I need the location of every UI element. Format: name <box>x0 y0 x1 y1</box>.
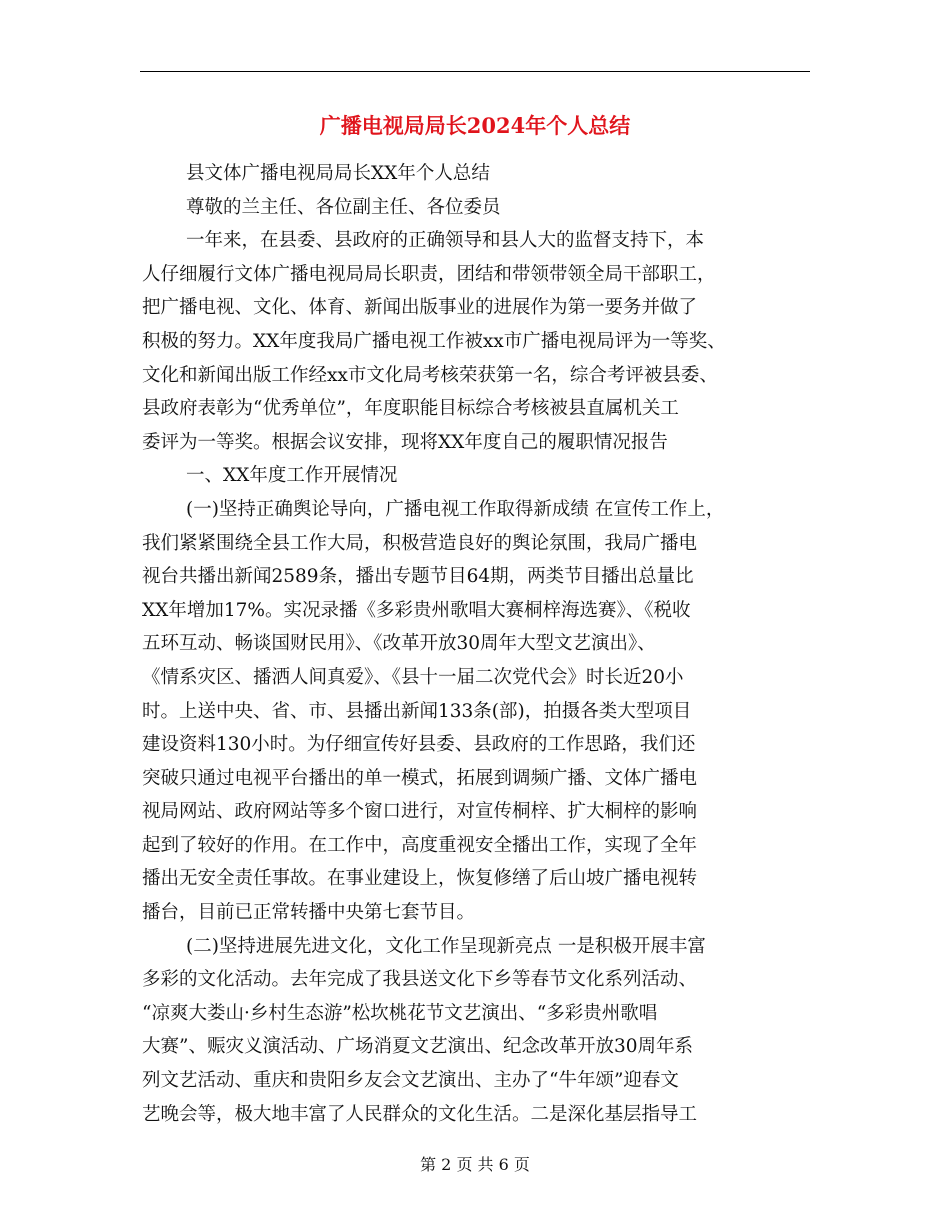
body-line: 五环互动、畅谈国财民用》、《改革开放30周年大型文艺演出》、 <box>142 633 656 655</box>
document-body <box>142 157 822 1131</box>
body-line: 一年来，在县委、县政府的正确领导和县人大的监督支持下，本 <box>186 230 705 252</box>
body-line: 把广播电视、文化、体育、新闻出版事业的进展作为第一要务并做了 <box>142 297 698 319</box>
body-line: 艺晚会等，极大地丰富了人民群众的文化生活。二是深化基层指导工 <box>142 1103 698 1125</box>
body-line: “凉爽大娄山·乡村生态游”松坎桃花节文艺演出、“多彩贵州歌唱 <box>142 1002 658 1024</box>
body-line: 播出无安全责任事故。在事业建设上，恢复修缮了后山坡广播电视转 <box>142 868 698 890</box>
body-line: 县政府表彰为“优秀单位”，年度职能目标综合考核被县直属机关工 <box>142 398 679 420</box>
body-line: 多彩的文化活动。去年完成了我县送文化下乡等春节文化系列活动、 <box>142 969 698 991</box>
body-line: 播台，目前已正常转播中央第七套节目。 <box>142 902 476 924</box>
body-line: 积极的努力。XX年度我局广播电视工作被xx市广播电视局评为一等奖、 <box>142 330 726 352</box>
body-line: XX年增加17%。实况录播《多彩贵州歌唱大赛桐梓海选赛》、《税收 <box>142 599 691 621</box>
body-line: 大赛”、赈灾义演活动、广场消夏文艺演出、纪念改革开放30周年系 <box>142 1036 694 1058</box>
document-title: 广播电视局局长2024年个人总结 <box>319 113 631 138</box>
page-number: 第 2 页 共 6 页 <box>420 1155 530 1174</box>
section-heading: 一、XX年度工作开展情况 <box>186 465 398 487</box>
body-line: 《情系灾区、播洒人间真爱》、《县十一届二次党代会》时长近20小 <box>142 666 684 688</box>
body-line: 委评为一等奖。根据会议安排，现将XX年度自己的履职情况报告 <box>142 431 668 453</box>
body-line: 视台共播出新闻2589条，播出专题节目64期，两类节目播出总量比 <box>142 566 694 588</box>
body-line: 建设资料130小时。为仔细宣传好县委、县政府的工作思路，我们还 <box>142 734 696 756</box>
body-line: 起到了较好的作用。在工作中，高度重视安全播出工作，实现了全年 <box>142 834 698 856</box>
header-rule <box>140 71 810 72</box>
body-line: 尊敬的兰主任、各位副主任、各位委员 <box>186 196 501 218</box>
body-line: 我们紧紧围绕全县工作大局，积极营造良好的舆论氛围，我局广播电 <box>142 532 698 554</box>
body-line: (一)坚持正确舆论导向，广播电视工作取得新成绩 在宣传工作上， <box>186 498 725 520</box>
body-line: 人仔细履行文体广播电视局局长职责，团结和带领带领全局干部职工， <box>142 263 716 285</box>
body-line: 时。上送中央、省、市、县播出新闻133条(部)，拍摄各类大型项目 <box>142 700 692 722</box>
body-line: (二)坚持进展先进文化，文化工作呈现新亮点 一是积极开展丰富 <box>186 935 706 957</box>
body-line: 视局网站、政府网站等多个窗口进行，对宣传桐梓、扩大桐梓的影响 <box>142 801 698 823</box>
body-line: 突破只通过电视平台播出的单一模式，拓展到调频广播、文体广播电 <box>142 767 698 789</box>
body-line: 列文艺活动、重庆和贵阳乡友会文艺演出、主办了“牛年颂”迎春文 <box>142 1070 679 1092</box>
body-line: 县文体广播电视局局长XX年个人总结 <box>186 163 490 184</box>
body-line: 文化和新闻出版工作经xx市文化局考核荣获第一名，综合考评被县委、 <box>142 364 718 386</box>
